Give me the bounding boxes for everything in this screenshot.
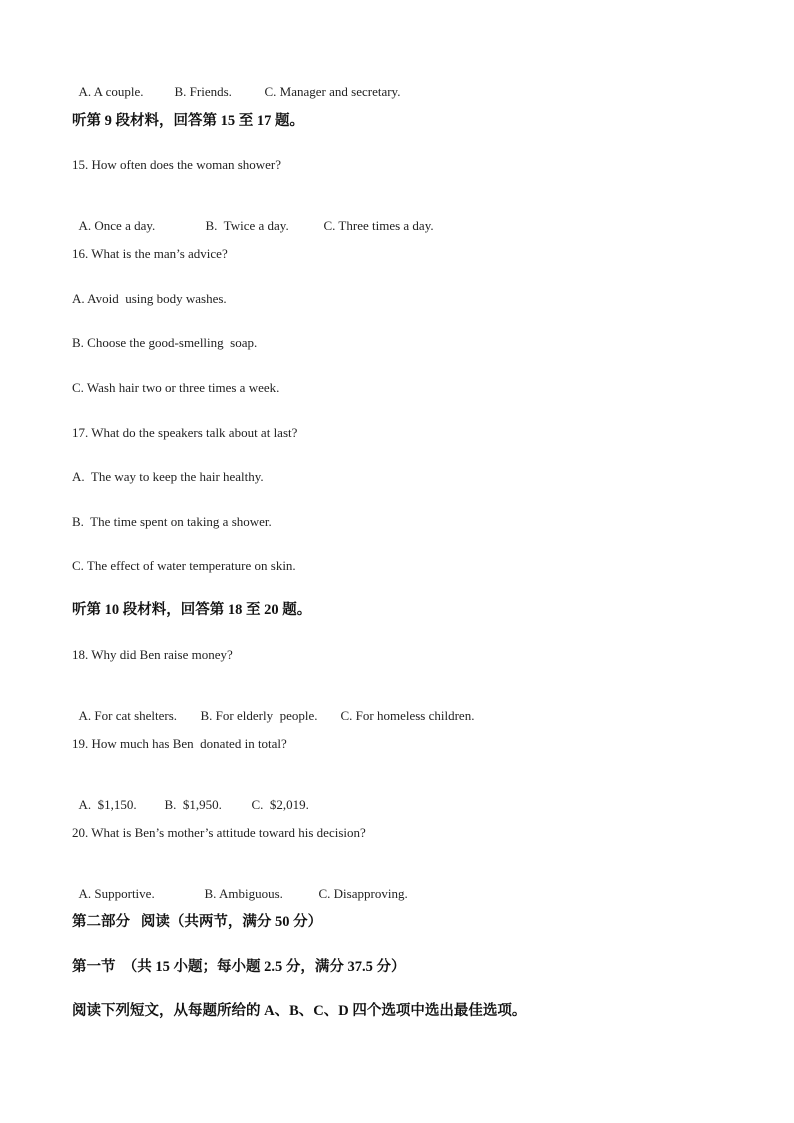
q16-option-a: A. Avoid using body washes. <box>72 291 227 306</box>
part2-heading: 第二部分 阅读（共两节，满分 50 分） <box>72 914 323 930</box>
q19-option-c: C. $2,019. <box>251 797 309 812</box>
q20-stem: 20. What is Ben’s mother’s attitude toward his decision? <box>72 825 366 840</box>
q18-options <box>72 692 474 724</box>
q17-stem: 17. What do the speakers talk about at last? <box>72 425 298 440</box>
section9-heading: 听第 9 段材料，回答第 15 至 17 题。 <box>72 113 304 129</box>
q17-option-a: A. The way to keep the hair healthy. <box>72 469 264 484</box>
q20-option-b: B. Ambiguous. <box>204 886 283 901</box>
reading-instructions: 阅读下列短文，从每题所给的 A、B、C、D 四个选项中选出最佳选项。 <box>72 1003 527 1019</box>
q15-option-a: A. Once a day. <box>78 218 156 233</box>
q18-option-c: C. For homeless children. <box>340 708 475 723</box>
q14-option-c: C. Manager and secretary. <box>264 84 401 99</box>
q19-options <box>72 781 309 813</box>
section1-heading: 第一节 （共 15 小题；每小题 2.5 分，满分 37.5 分） <box>72 959 406 975</box>
q16-option-c: C. Wash hair two or three times a week. <box>72 380 280 395</box>
q17-option-b: B. The time spent on taking a shower. <box>72 514 272 529</box>
q19-stem: 19. How much has Ben donated in total? <box>72 736 287 751</box>
q14-option-a: A. A couple. <box>78 84 144 99</box>
q17-option-c: C. The effect of water temperature on skin. <box>72 558 296 573</box>
q16-stem: 16. What is the man’s advice? <box>72 246 228 261</box>
q20-option-a: A. Supportive. <box>78 886 155 901</box>
q19-option-b: B. $1,950. <box>164 797 222 812</box>
q15-stem: 15. How often does the woman shower? <box>72 157 282 172</box>
q14-option-b: B. Friends. <box>174 84 232 99</box>
q18-option-b: B. For elderly people. <box>200 708 318 723</box>
section10-heading: 听第 10 段材料，回答第 18 至 20 题。 <box>72 602 312 618</box>
q20-option-c: C. Disapproving. <box>318 886 408 901</box>
q16-option-b: B. Choose the good-smelling soap. <box>72 335 258 350</box>
q18-option-a: A. For cat shelters. <box>78 708 178 723</box>
q15-options <box>72 202 434 234</box>
q14-options <box>72 68 400 100</box>
q15-option-b: B. Twice a day. <box>205 218 289 233</box>
q18-stem: 18. Why did Ben raise money? <box>72 647 233 662</box>
q20-options <box>72 870 408 902</box>
q15-option-c: C. Three times a day. <box>323 218 434 233</box>
q19-option-a: A. $1,150. <box>78 797 137 812</box>
